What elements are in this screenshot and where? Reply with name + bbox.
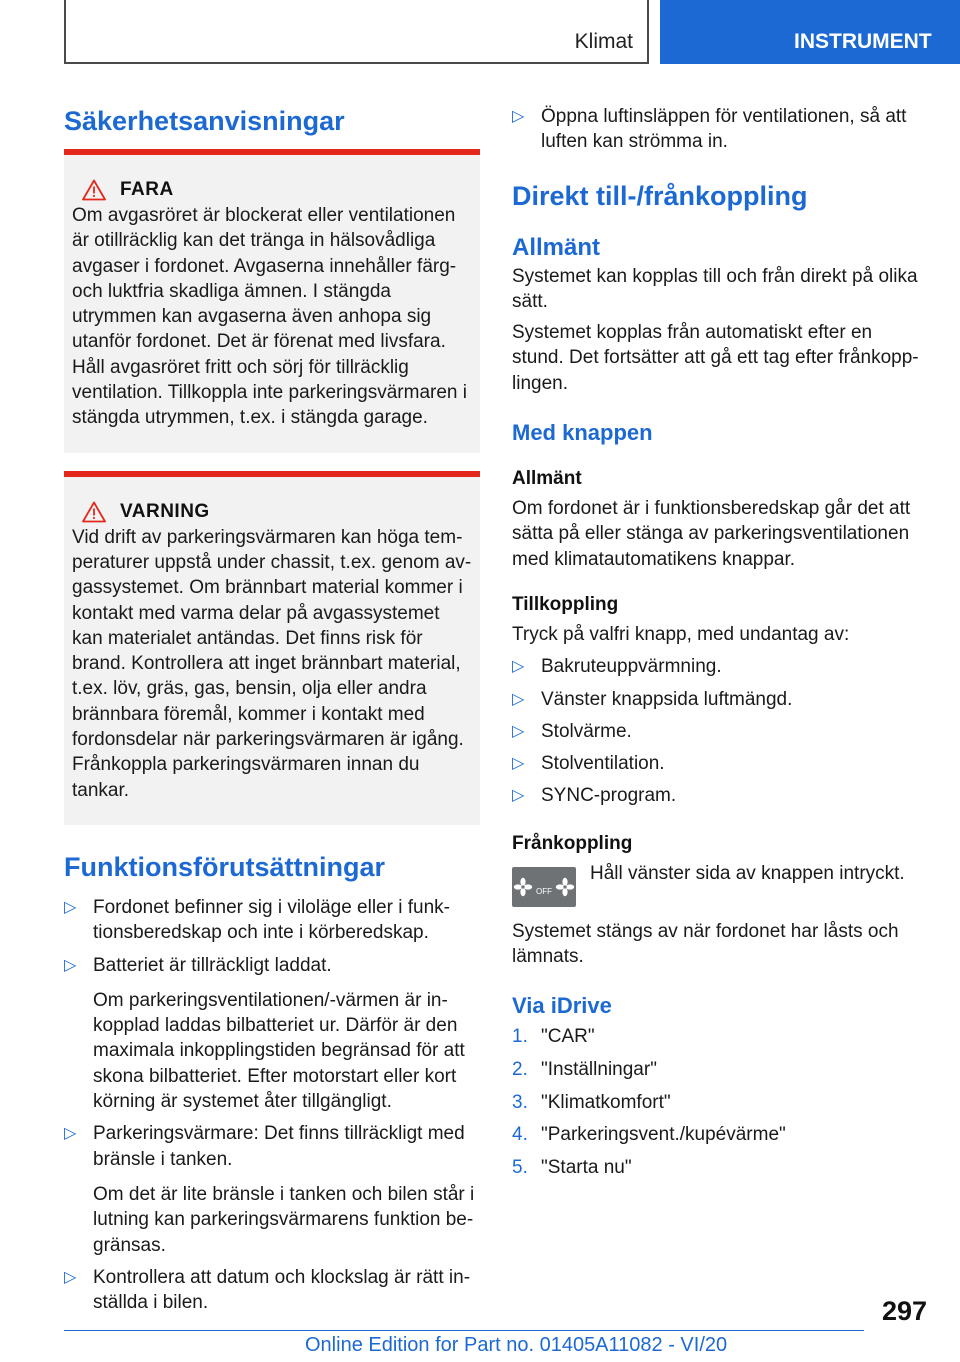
list-item: 1. "CAR" [512,1026,595,1048]
bullet-triangle-icon: ▷ [64,898,77,916]
header-chapter-label: INSTRUMENT [794,30,932,53]
button-heading: Med knappen [512,420,653,446]
right-column [512,104,928,1187]
header-section-label: Klimat [574,30,633,53]
off-icon-label: OFF [536,887,552,897]
off-note: Systemet stängs av när fordonet har låsts och lämnats. [512,920,899,968]
list-item: ▷ Batteriet är tillräckligt laddat. Om parkeringsventilationen/-värmen är inkopplad laddas bilbatteriet ur. Därför är den maximala inkopplingstiden begränsad för att skona bilbatteriet. Efter motorstart eller kort körning är systemet åter tillgängligt. [64,953,480,1115]
list-item: 3. "Klimatkomfort" [512,1091,671,1113]
direct-heading: Direkt till-/frånkoppling [512,180,808,211]
bullet-triangle-icon: ▷ [64,1125,77,1143]
warning-label: VARNING [120,500,210,522]
danger-label: FARA [120,179,174,200]
bullet-triangle-icon: ▷ [512,787,525,805]
warning-triangle-icon [82,501,106,523]
exception-list [512,654,928,808]
danger-text: Om avgasröret är blockerat eller ventilationen är otillräcklig kan det tränga in hälsovådliga avgaser i fordonet. Avgaserna innehåller färg- och luktfria skadliga ämnen. I stängda utrymmen kan avgaserna även anhopa sig utanför fordonet. Det är förenat med livsfara. Håll avgasröret fritt och sörj för tillräcklig ventilation. Tillkoppla inte parkeringsvärmaren i stängda utrymmen, t.ex. i stängda garage. [72,205,467,429]
header-chapter-tab[interactable] [660,0,960,64]
vent-list [512,104,928,155]
bullet-triangle-icon: ▷ [512,108,525,125]
page-number: 297 [882,1296,928,1326]
fan-icon [513,877,533,897]
bullet-triangle-icon: ▷ [512,690,525,708]
list-item: 2. "Inställningar" [512,1058,657,1080]
danger-header [72,179,472,201]
list-item: 5. "Starta nu" [512,1156,632,1178]
list-item: 4. "Parkeringsvent./kupévärme" [512,1124,786,1146]
warning-triangle-icon [82,179,106,201]
off-label: Frånkoppling [512,832,633,854]
danger-box [64,149,480,453]
list-item: ▷ Fordonet befinner sig i viloläge eller i funktionsberedskap och inte i körberedskap. [64,896,450,944]
list-item: ▷ Parkeringsvärmare: Det finns tillräckligt med bränsle i tanken. Om det är lite bränsle i tanken och bilen står i lutning kan parkeringsvärmarens funktion begränsas. [64,1121,480,1257]
safety-heading: Säkerhetsanvisningar [64,106,345,136]
off-text: Håll vänster sida av knappen intryckt. [590,862,905,884]
bullet-triangle-icon: ▷ [512,755,525,773]
list-item-note: Om det är lite bränsle i tanken och bilen står i lutning kan parkeringsvärmarens funktion begränsas. [93,1183,475,1256]
list-item: ▷ SYNC-program. [512,783,928,808]
bullet-triangle-icon: ▷ [512,658,525,676]
fan-icon [555,877,575,897]
footer-edition: Online Edition for Part no. 01405A11082 - VI/20 [305,1334,728,1356]
prereq-list [64,895,480,1315]
general-heading: Allmänt [512,233,601,261]
warning-box [64,471,480,825]
general-text-1: Systemet kan kopplas till och från direkt på olika sätt. [512,265,918,312]
left-column [64,100,480,1315]
list-item: ▷ Kontrollera att datum och klockslag är rätt inställda i bilen. [64,1266,471,1314]
list-item: ▷ Vänster knappsida luftmängd. [512,687,928,712]
bullet-triangle-icon: ▷ [64,1268,77,1286]
list-item: ▷ Öppna luftinsläppen för ventilationen, så att luften kan strömma in. [512,106,907,153]
prereq-heading: Funktionsförutsättningar [64,851,385,882]
on-text: Tryck på valfri knapp, med undantag av: [512,623,850,645]
header-section-box [64,0,649,64]
on-label: Tillkoppling [512,593,619,615]
footer-divider [64,1330,864,1331]
warning-header [72,501,472,523]
fan-off-button-icon [512,867,576,907]
button-general-text: Om fordonet är i funktionsberedskap går det att sätta på eller stänga av parkeringsventilationen med klimatautomatikens knappar. [512,498,911,570]
off-instruction [512,861,928,907]
bullet-triangle-icon: ▷ [64,956,77,974]
warning-text: Vid drift av parkeringsvärmaren kan höga temperaturer uppstå under chassit, t.ex. genom avgassystemet. Om brännbart material kommer i kontakt med varma delar på avgassystemet kan materialet antändas. Det finns risk för brand. Kontrollera att inget brännbart material, t.ex. löv, gräs, gas, bensin, olja eller andra brännbara föremål, kommer i kontakt med fordonsdelar när parkeringsvärmaren är igång. Frånkoppla parkeringsvärmaren innan du tankar. [72,526,472,801]
list-item: ▷ Stolventilation. [512,751,928,776]
list-item: ▷ Stolvärme. [512,719,928,744]
general-text-2: Systemet kopplas från automatiskt efter en stund. Det fortsätter att gå ett tag efter frånkopplingen. [512,322,919,394]
button-general-label: Allmänt [512,468,582,490]
list-item: ▷ Bakruteuppvärmning. [512,654,928,679]
bullet-triangle-icon: ▷ [512,722,525,740]
idrive-heading: Via iDrive [512,993,612,1019]
list-item-note: Om parkeringsventilationen/-värmen är inkopplad laddas bilbatteriet ur. Därför är den maximala inkopplingstiden begränsad för att skona bilbatteriet. Efter motorstart eller kort körning är systemet åter tillgängligt. [93,989,465,1113]
idrive-steps [512,1024,928,1180]
